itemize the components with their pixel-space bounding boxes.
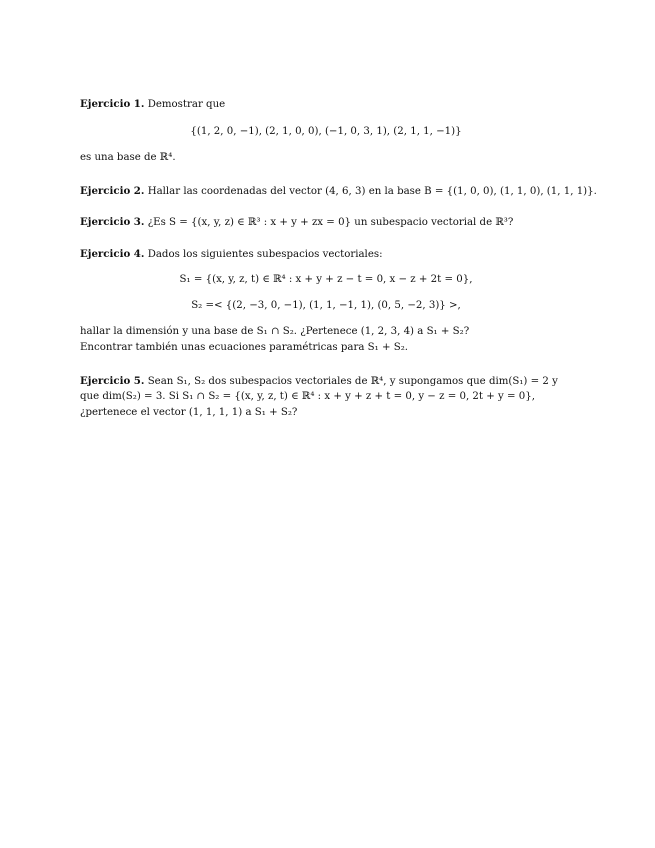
exercise-5-line-3: ¿pertenece el vector (1, 1, 1, 1) a S₁ + S₂? (80, 407, 298, 418)
exercise-5-line-2: que dim(S₂) = 3. Si S₁ ∩ S₂ = {(x, y, z, t) ∈ ℝ⁴ : x + y + z + t = 0, y − z = 0, 2t + y = 0}, (80, 391, 535, 402)
exercise-1-label: Ejercicio 1. (80, 98, 145, 110)
exercise-1-text: Demostrar que (147, 99, 226, 110)
exercise-3-text: ¿Es S = {(x, y, z) ∈ ℝ³ : x + y + zx = 0} un subespacio vectorial de ℝ³? (147, 217, 514, 228)
exercise-3 (80, 214, 580, 231)
exercise-2-text: Hallar las coordenadas del vector (4, 6, 3) en la base B = {(1, 0, 0), (1, 1, 0), (1, 1, 1)}. (147, 186, 597, 197)
exercise-5-label: Ejercicio 5. (80, 375, 145, 387)
exercise-4-line-2: Encontrar también unas ecuaciones paramétricas para S₁ + S₂. (80, 342, 409, 353)
exercise-4-label: Ejercicio 4. (80, 248, 145, 260)
exercise-5-line-1 (80, 373, 580, 390)
exercise-4-text: Dados los siguientes subespacios vectoriales: (147, 249, 383, 260)
exercise-4-s2-definition: S₂ =< {(2, −3, 0, −1), (1, 1, −1, 1), (0, 5, −2, 3)} >, (191, 300, 461, 311)
exercise-4-line-1: hallar la dimensión y una base de S₁ ∩ S₂. ¿Pertenece (1, 2, 3, 4) a S₁ + S₂? (80, 326, 470, 337)
exercise-4-intro (80, 246, 580, 263)
exercise-4-s1-definition: S₁ = {(x, y, z, t) ∈ ℝ⁴ : x + y + z − t = 0, x − z + 2t = 0}, (179, 274, 473, 285)
exercise-3-label: Ejercicio 3. (80, 216, 145, 228)
exercise-1-after: es una base de ℝ⁴. (80, 152, 176, 163)
exercise-1-intro (80, 96, 580, 113)
exercise-2 (80, 183, 597, 200)
exercise-5-text: Sean S₁, S₂ dos subespacios vectoriales de ℝ⁴, y supongamos que dim(S₁) = 2 y (147, 376, 558, 387)
exercise-1-formula: {(1, 2, 0, −1), (2, 1, 0, 0), (−1, 0, 3, 1), (2, 1, 1, −1)} (190, 126, 462, 137)
exercise-2-label: Ejercicio 2. (80, 185, 145, 197)
